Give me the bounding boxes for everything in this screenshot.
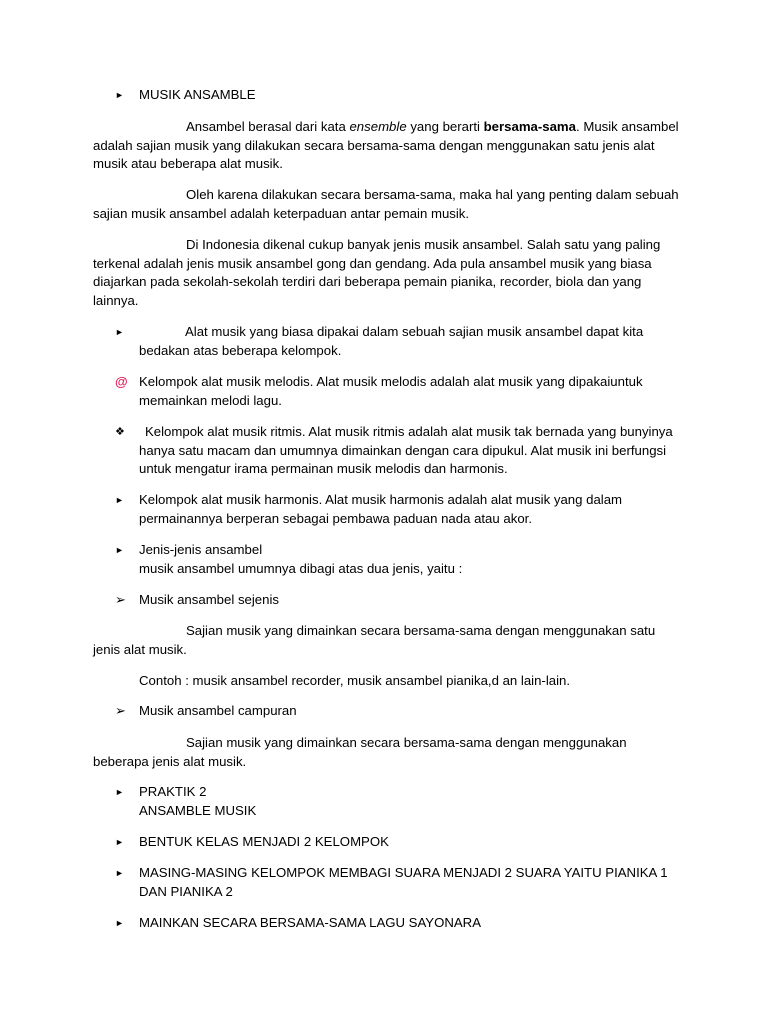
bullet-sejenis: Musik ansambel sejenis xyxy=(139,592,279,607)
bullet-melodis: Kelompok alat musik melodis. Alat musik melodis adalah alat musik yang dipakaiuntuk memainkan melodi lagu. xyxy=(139,374,643,408)
paragraph-text: yang berarti xyxy=(406,119,484,134)
diamond-bullet-icon: ❖ xyxy=(115,426,125,438)
arrow-bullet-icon: ➢ xyxy=(115,703,126,718)
paragraph-indonesia: Di Indonesia dikenal cukup banyak jenis musik ansambel. Salah satu yang paling terkenal adalah jenis musik ansambel gong dan gendang. Ada pula ansambel musik yang biasa diajarkan pada sekolah-sekolah terdiri dari beberapa pemain pianika, recorder, biola dan yang lainnya. xyxy=(93,237,661,308)
example-line: Contoh : musik ansambel recorder, musik ansambel pianika,d an lain-lain. xyxy=(139,673,571,688)
arrow-bullet-icon: ➢ xyxy=(115,592,126,607)
at-sign-bullet-icon: @ xyxy=(115,374,128,389)
bullet-title: PRAKTIK 2 xyxy=(139,784,207,799)
bullet-praktik xyxy=(139,783,684,820)
bullet-subtitle: musik ansambel umumnya dibagi atas dua jenis, yaitu : xyxy=(139,560,463,576)
bullet-mainkan: MAINKAN SECARA BERSAMA-SAMA LAGU SAYONARA xyxy=(139,915,481,930)
bullet-jenis-ansambel xyxy=(139,541,684,578)
bullet-harmonis: Kelompok alat musik harmonis. Alat musik harmonis adalah alat musik yang dalam permainannya berperan sebagai pembawa paduan nada atau akor. xyxy=(139,492,623,526)
bold-term: bersama-sama xyxy=(483,119,576,134)
triangle-bullet-icon: ► xyxy=(115,495,124,505)
bullet-groups-intro: Alat musik yang biasa dipakai dalam sebuah sajian musik ansambel dapat kita bedakan atas beberapa kelompok. xyxy=(139,324,644,358)
paragraph-campuran-desc: Sajian musik yang dimainkan secara bersama-sama dengan menggunakan beberapa jenis alat musik. xyxy=(93,735,627,769)
bullet-title: Jenis-jenis ansambel xyxy=(139,542,263,557)
paragraph-text: . Musik ansambel adalah sajian musik yang dilakukan secara bersama-sama dengan menggunakan satu jenis alat musik atau beberapa alat musik. xyxy=(93,119,679,172)
triangle-bullet-icon: ► xyxy=(115,327,124,337)
bullet-bentuk-kelas: BENTUK KELAS MENJADI 2 KELOMPOK xyxy=(139,834,389,849)
paragraph-importance: Oleh karena dilakukan secara bersama-sama, maka hal yang penting dalam sebuah sajian musik ansambel adalah keterpaduan antar pemain musik. xyxy=(93,187,679,221)
triangle-bullet-icon: ► xyxy=(115,90,124,100)
paragraph-sejenis-desc: Sajian musik yang dimainkan secara bersama-sama dengan menggunakan satu jenis alat musik. xyxy=(93,623,656,657)
bullet-membagi-suara: MASING-MASING KELOMPOK MEMBAGI SUARA MENJADI 2 SUARA YAITU PIANIKA 1 DAN PIANIKA 2 xyxy=(139,865,668,899)
paragraph-definition xyxy=(93,118,683,174)
bullet-subtitle: ANSAMBLE MUSIK xyxy=(139,802,257,818)
triangle-bullet-icon: ► xyxy=(115,787,124,797)
bullet-ritmis: Kelompok alat musik ritmis. Alat musik ritmis adalah alat musik tak bernada yang bunyinya hanya satu macam dan umumnya dimainkan dengan cara dipukul. Alat musik ini berfungsi untuk mengatur irama permainan musik melodis dan harmonis. xyxy=(139,424,673,477)
triangle-bullet-icon: ► xyxy=(115,837,124,847)
triangle-bullet-icon: ► xyxy=(115,545,124,555)
section-heading: MUSIK ANSAMBLE xyxy=(139,87,256,102)
italic-term: ensemble xyxy=(349,119,407,134)
paragraph-text: Ansambel berasal dari kata xyxy=(186,119,350,134)
triangle-bullet-icon: ► xyxy=(115,918,124,928)
bullet-campuran: Musik ansambel campuran xyxy=(139,703,297,718)
triangle-bullet-icon: ► xyxy=(115,868,124,878)
